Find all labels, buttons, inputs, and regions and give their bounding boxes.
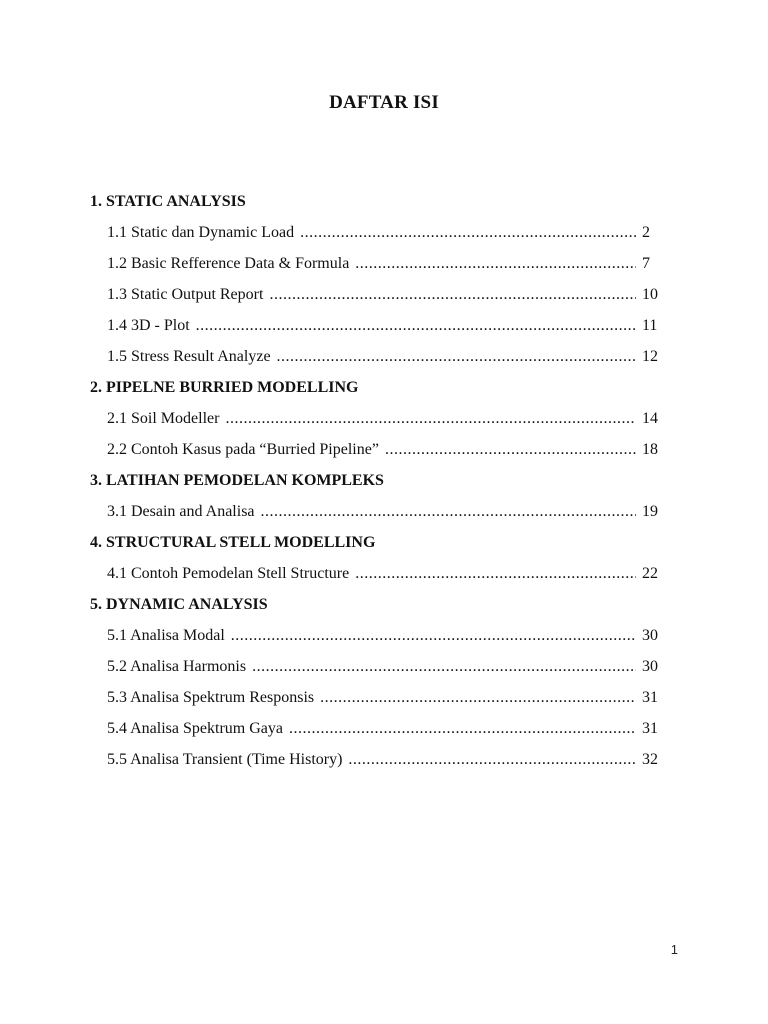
toc-section-5 <box>90 594 670 770</box>
entry-page-number: 31 <box>642 720 658 737</box>
toc-entry <box>90 656 670 677</box>
entry-page-number: 2 <box>642 224 650 241</box>
entry-label: 5.1 Analisa Modal <box>107 627 225 644</box>
dot-leader <box>252 656 636 677</box>
entry-page-number: 11 <box>642 317 658 334</box>
entry-page-number: 32 <box>642 751 658 768</box>
toc-section-4 <box>90 532 670 584</box>
dot-leader <box>269 284 636 305</box>
dot-leader <box>355 253 636 274</box>
entry-label: 1.4 3D - Plot <box>107 317 190 334</box>
toc-entry <box>90 439 670 460</box>
toc-entry <box>90 315 670 336</box>
dot-leader <box>300 222 636 243</box>
section-heading: 5. DYNAMIC ANALYSIS <box>90 596 268 613</box>
toc-entry <box>90 253 670 274</box>
section-heading: 1. STATIC ANALYSIS <box>90 193 246 210</box>
entry-label: 4.1 Contoh Pemodelan Stell Structure <box>107 565 350 582</box>
entry-label: 5.5 Analisa Transient (Time History) <box>107 751 343 768</box>
entry-page-number: 19 <box>642 503 658 520</box>
entry-label: 2.2 Contoh Kasus pada “Burried Pipeline” <box>107 441 379 458</box>
entry-page-number: 18 <box>642 441 658 458</box>
toc-entry <box>90 749 670 770</box>
entry-label: 1.2 Basic Refference Data & Formula <box>107 255 350 272</box>
dot-leader <box>261 501 636 522</box>
table-of-contents <box>90 191 670 780</box>
section-heading: 3. LATIHAN PEMODELAN KOMPLEKS <box>90 472 384 489</box>
section-heading: 2. PIPELNE BURRIED MODELLING <box>90 379 359 396</box>
toc-section-1 <box>90 191 670 367</box>
dot-leader <box>277 346 636 367</box>
entry-page-number: 12 <box>642 348 658 365</box>
toc-section-3 <box>90 470 670 522</box>
toc-section-2 <box>90 377 670 460</box>
entry-label: 1.3 Static Output Report <box>107 286 264 303</box>
toc-entry <box>90 625 670 646</box>
entry-label: 1.1 Static dan Dynamic Load <box>107 224 295 241</box>
toc-entry <box>90 718 670 739</box>
dot-leader <box>196 315 636 336</box>
toc-entry <box>90 563 670 584</box>
dot-leader <box>348 749 636 770</box>
toc-entry <box>90 284 670 305</box>
dot-leader <box>355 563 636 584</box>
toc-entry <box>90 346 670 367</box>
entry-label: 5.4 Analisa Spektrum Gaya <box>107 720 283 737</box>
entry-page-number: 30 <box>642 627 658 644</box>
section-heading: 4. STRUCTURAL STELL MODELLING <box>90 534 376 551</box>
toc-entry <box>90 501 670 522</box>
entry-page-number: 22 <box>642 565 658 582</box>
entry-page-number: 14 <box>642 410 658 427</box>
entry-label: 3.1 Desain and Analisa <box>107 503 255 520</box>
entry-page-number: 10 <box>642 286 658 303</box>
dot-leader <box>289 718 636 739</box>
entry-label: 2.1 Soil Modeller <box>107 410 220 427</box>
dot-leader <box>320 687 636 708</box>
dot-leader <box>225 408 636 429</box>
entry-page-number: 31 <box>642 689 658 706</box>
entry-label: 5.2 Analisa Harmonis <box>107 658 247 675</box>
entry-page-number: 30 <box>642 658 658 675</box>
entry-page-number: 7 <box>642 255 650 272</box>
page-number: 1 <box>670 942 678 957</box>
entry-label: 5.3 Analisa Spektrum Responsis <box>107 689 315 706</box>
dot-leader <box>231 625 636 646</box>
dot-leader <box>385 439 636 460</box>
page-title: DAFTAR ISI <box>329 92 439 113</box>
toc-entry <box>90 687 670 708</box>
entry-label: 1.5 Stress Result Analyze <box>107 348 271 365</box>
toc-entry <box>90 408 670 429</box>
toc-entry <box>90 222 670 243</box>
